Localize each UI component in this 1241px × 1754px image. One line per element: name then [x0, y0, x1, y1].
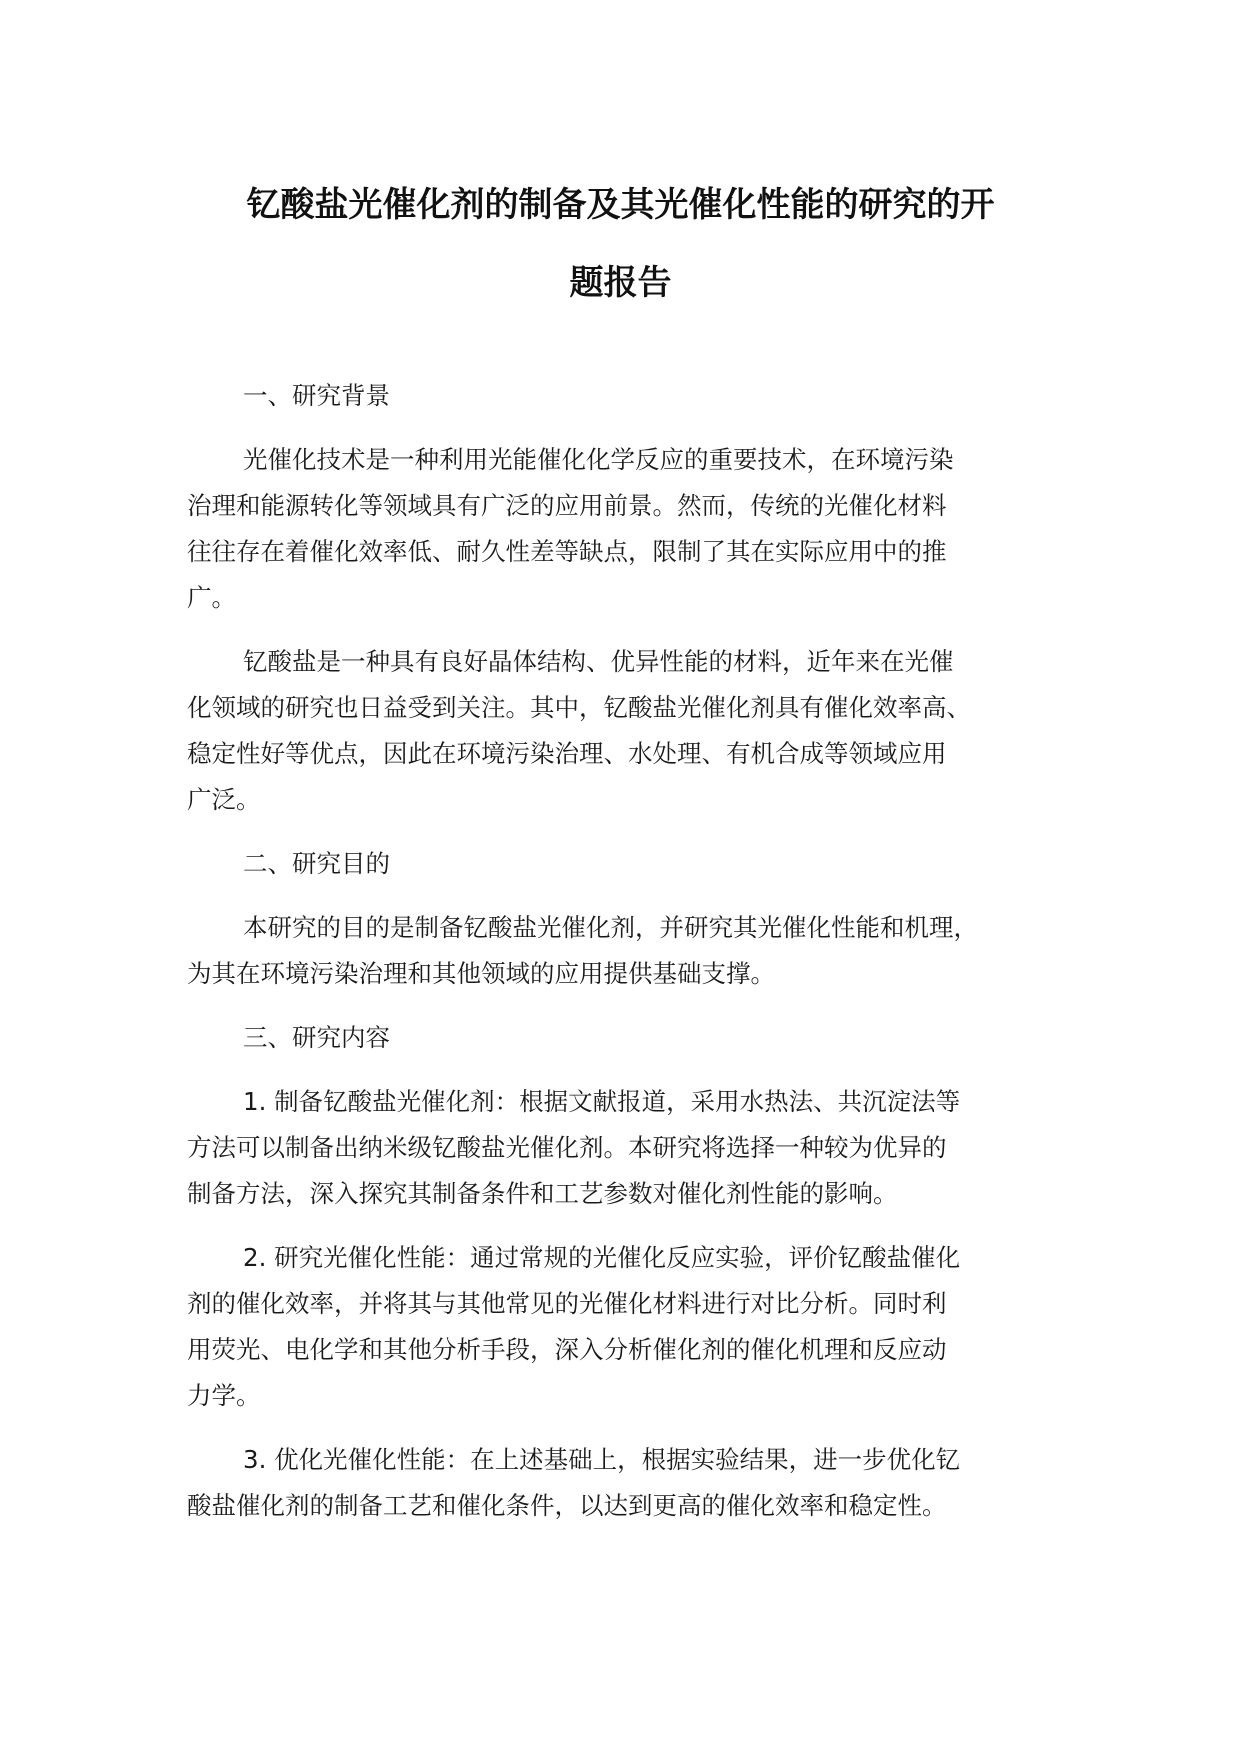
text-line: 剂的催化效率，并将其与其他常见的光催化材料进行对比分析。同时利 — [187, 1289, 947, 1318]
text-line: 二、研究目的 — [243, 849, 390, 878]
paragraph — [187, 437, 1067, 621]
text-line: 广。 — [187, 583, 236, 612]
list-item — [187, 1235, 1067, 1419]
list-item — [187, 1437, 1067, 1529]
text-line: 往往存在着催化效率低、耐久性差等缺点，限制了其在实际应用中的推 — [187, 537, 947, 566]
text-line: 化领域的研究也日益受到关注。其中，钇酸盐光催化剂具有催化效率高、 — [187, 693, 971, 722]
title-line: 钇酸盐光催化剂的制备及其光催化性能的研究的开 — [246, 185, 995, 225]
text-line: 用荧光、电化学和其他分析手段，深入分析催化剂的催化机理和反应动 — [187, 1335, 947, 1364]
text-line: 方法可以制备出纳米级钇酸盐光催化剂。本研究将选择一种较为优异的 — [187, 1133, 947, 1162]
text-line: 1. 制备钇酸盐光催化剂：根据文献报道，采用水热法、共沉淀法等 — [243, 1087, 961, 1116]
section-heading-purpose — [187, 841, 1067, 887]
paragraph — [187, 905, 1067, 997]
text-line: 2. 研究光催化性能：通过常规的光催化反应实验，评价钇酸盐催化 — [243, 1243, 961, 1272]
paragraph — [187, 639, 1067, 823]
title-line: 题报告 — [569, 263, 672, 303]
document-body — [187, 373, 1067, 1547]
text-line: 为其在环境污染治理和其他领域的应用提供基础支撑。 — [187, 959, 775, 988]
text-line: 制备方法，深入探究其制备条件和工艺参数对催化剂性能的影响。 — [187, 1179, 898, 1208]
text-line: 3. 优化光催化性能：在上述基础上，根据实验结果，进一步优化钇 — [243, 1445, 961, 1474]
text-line: 光催化技术是一种利用光能催化化学反应的重要技术，在环境污染 — [243, 445, 954, 474]
text-line: 钇酸盐是一种具有良好晶体结构、优异性能的材料，近年来在光催 — [243, 647, 954, 676]
text-line: 力学。 — [187, 1381, 261, 1410]
list-item — [187, 1079, 1067, 1217]
text-line: 稳定性好等优点，因此在环境污染治理、水处理、有机合成等领域应用 — [187, 739, 947, 768]
section-heading-background — [187, 373, 1067, 419]
text-line: 一、研究背景 — [243, 381, 390, 410]
text-line: 三、研究内容 — [243, 1023, 390, 1052]
text-line: 广泛。 — [187, 785, 261, 814]
text-line: 治理和能源转化等领域具有广泛的应用前景。然而，传统的光催化材料 — [187, 491, 947, 520]
text-line: 本研究的目的是制备钇酸盐光催化剂，并研究其光催化性能和机理， — [243, 913, 978, 942]
text-line: 酸盐催化剂的制备工艺和催化条件，以达到更高的催化效率和稳定性。 — [187, 1491, 947, 1520]
section-heading-content — [187, 1015, 1067, 1061]
document-title — [180, 166, 1061, 322]
